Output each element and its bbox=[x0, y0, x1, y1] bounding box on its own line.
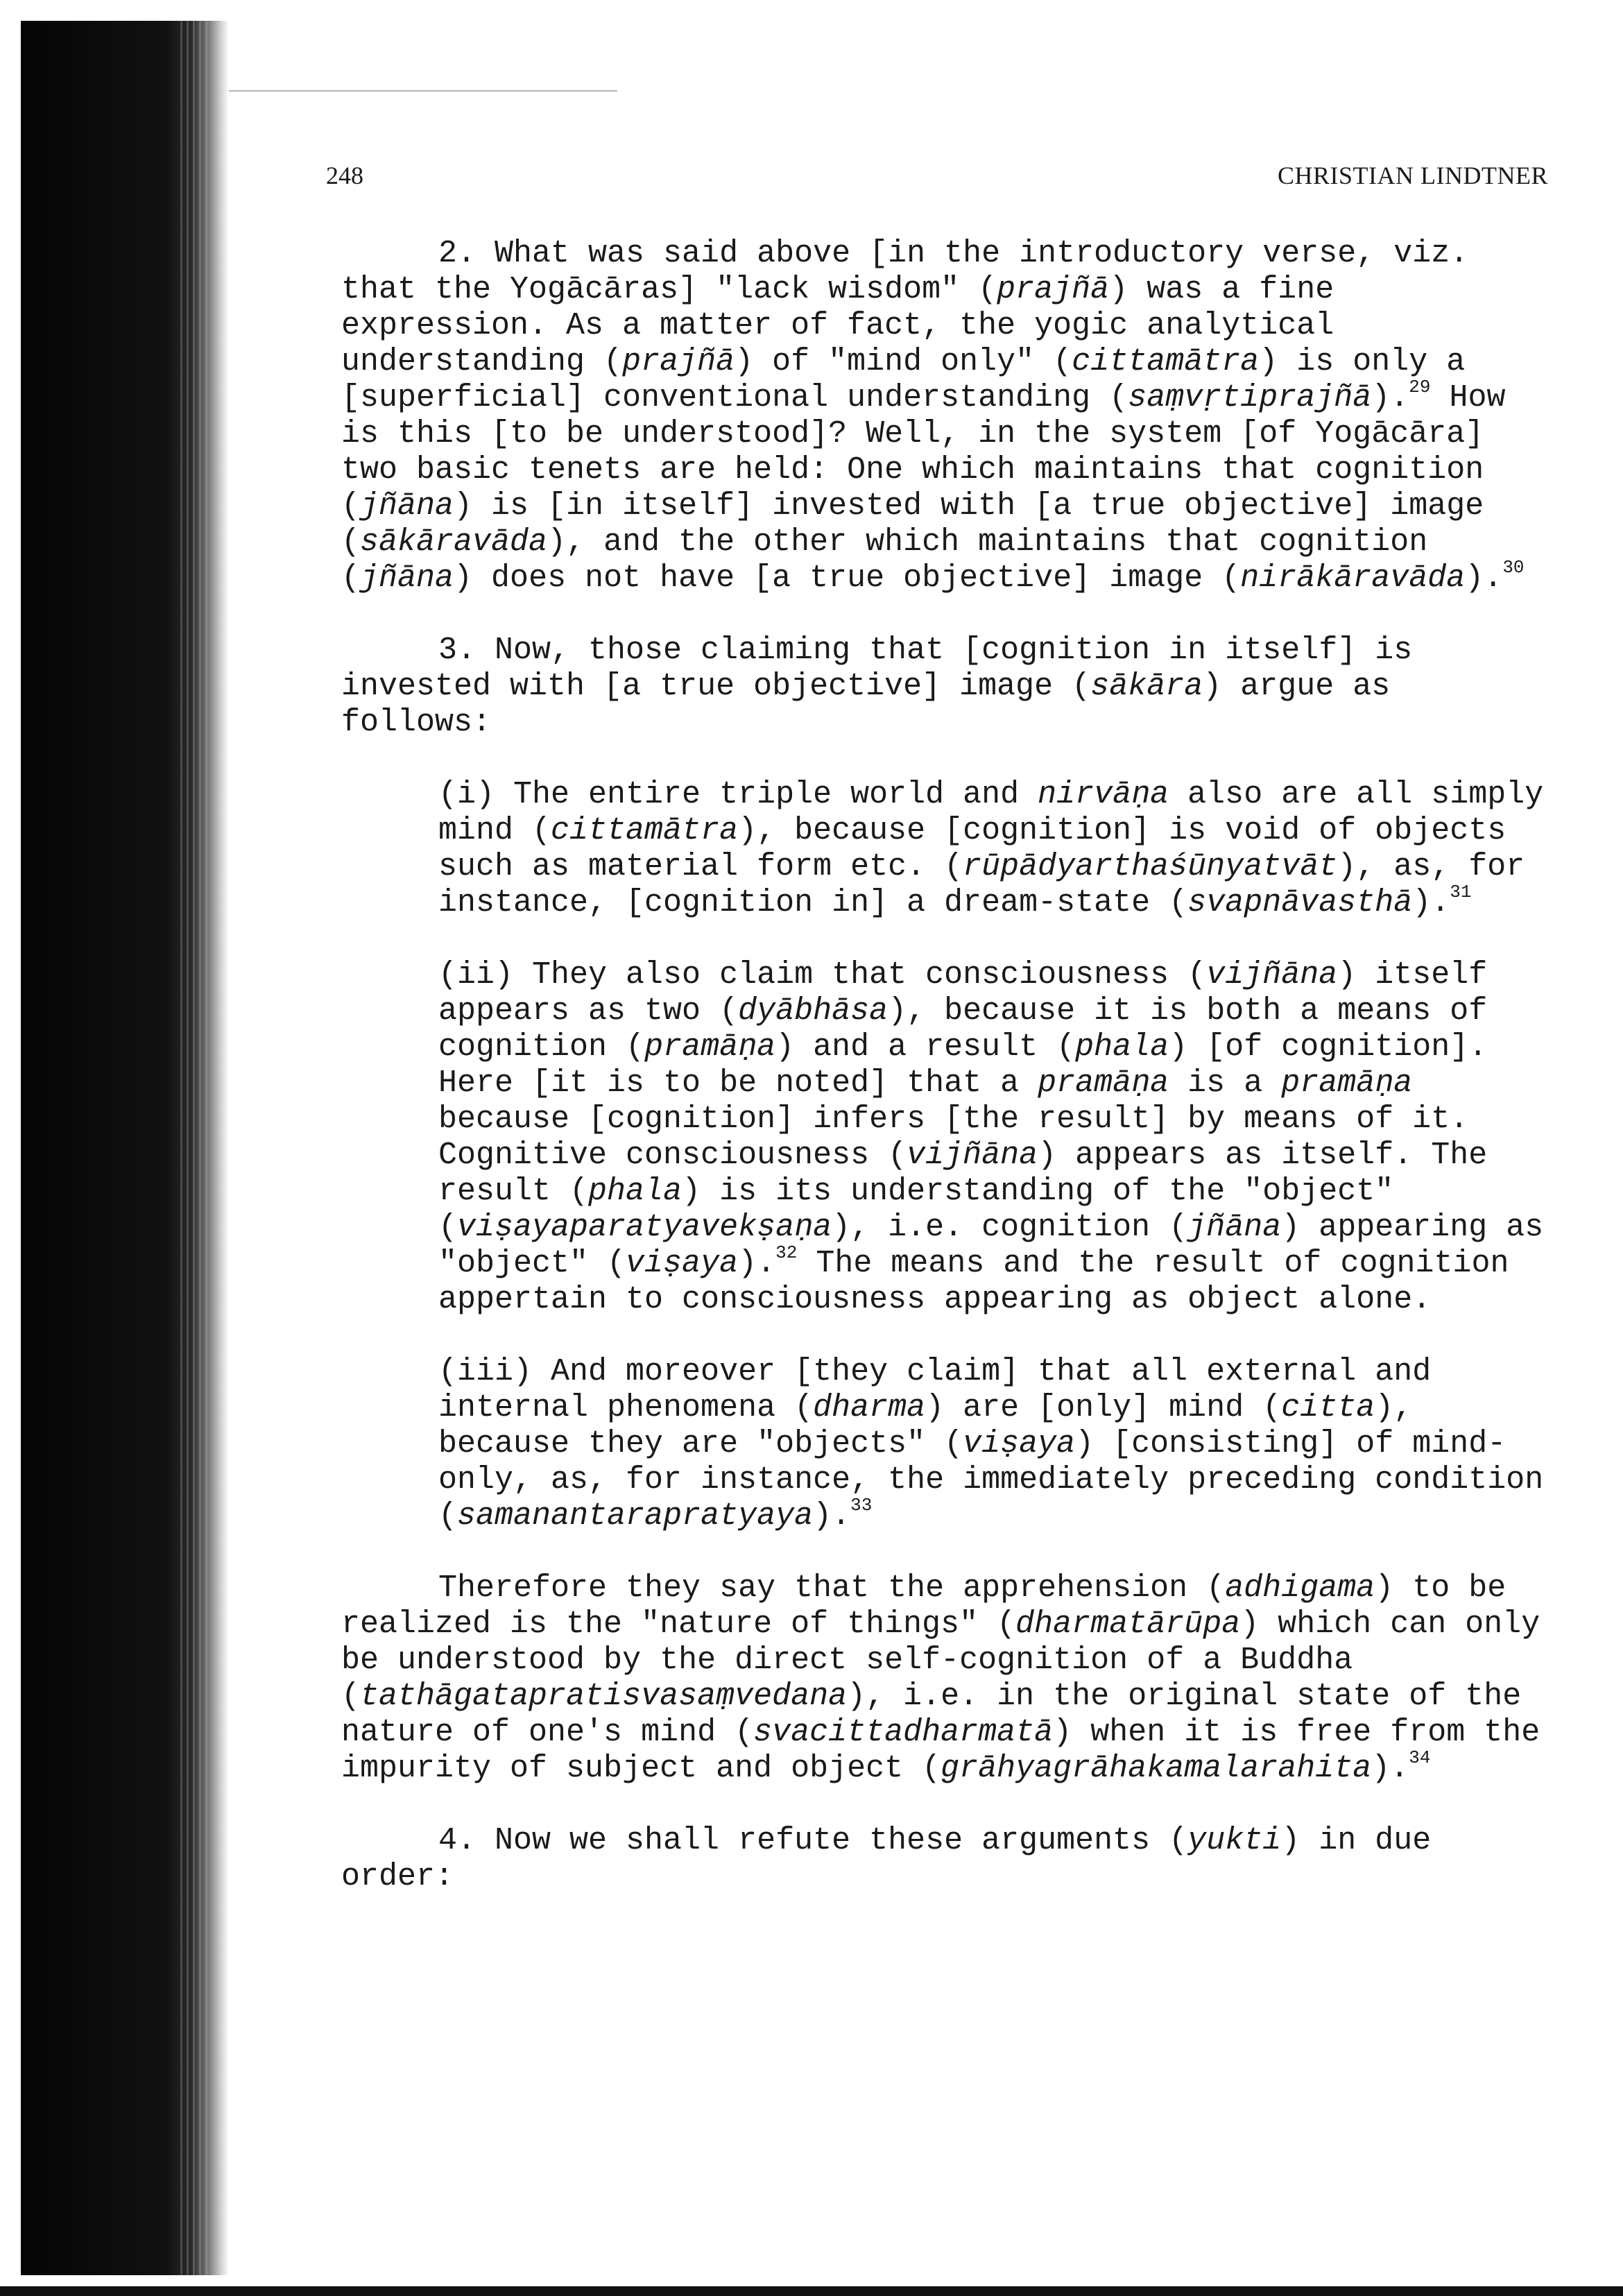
text-run: ), as, for instance, [cognition in] a dream-state ( bbox=[438, 849, 1525, 920]
text-run: Therefore they say that the apprehension ( bbox=[438, 1570, 1226, 1606]
italic-term: jñāna bbox=[360, 560, 454, 596]
paragraph-2 bbox=[341, 236, 1548, 597]
text-run: (iii) And moreover [they claim] that all external and internal phenomena ( bbox=[438, 1354, 1432, 1425]
text-run: ) are [only] mind ( bbox=[925, 1390, 1282, 1425]
text-run: ). bbox=[813, 1498, 851, 1534]
italic-term: pramāṇa bbox=[1281, 1065, 1413, 1101]
text-run: (i) The entire triple world and bbox=[438, 777, 1038, 812]
text-run: ). bbox=[1371, 1751, 1409, 1786]
italic-term: vijñāna bbox=[907, 1138, 1038, 1173]
italic-term: pramāṇa bbox=[1038, 1065, 1169, 1101]
page-number: 248 bbox=[326, 162, 363, 189]
text-run: ) and a result ( bbox=[775, 1029, 1076, 1065]
text-run: (ii) They also claim that consciousness ( bbox=[438, 957, 1207, 993]
text-run: ) which can only be understood by the direct self-cognition of a Buddha ( bbox=[341, 1607, 1540, 1714]
italic-term: pramāṇa bbox=[644, 1029, 776, 1065]
italic-term: viṣaya bbox=[626, 1246, 739, 1281]
text-run: ), i.e. cognition ( bbox=[832, 1210, 1188, 1245]
text-run: 2. What was said above [in the introductory verse, viz. that the Yogācāras] "lack wisdom" ( bbox=[341, 236, 1469, 307]
text-run: ), because [cognition] is void of objects such as material form etc. ( bbox=[438, 813, 1506, 884]
footnote-marker: 34 bbox=[1409, 1747, 1431, 1768]
body-text bbox=[341, 236, 1548, 1895]
text-run: ), because it is both a means of cognition ( bbox=[438, 993, 1488, 1065]
italic-term: vijñāna bbox=[1206, 957, 1338, 993]
italic-term: adhigama bbox=[1225, 1570, 1375, 1606]
italic-term: dyābhāsa bbox=[738, 993, 888, 1029]
italic-term: nirvāṇa bbox=[1038, 777, 1169, 812]
italic-term: samanantarapratyaya bbox=[457, 1498, 814, 1534]
text-run: ) is [in itself] invested with [a true objective] image ( bbox=[341, 488, 1484, 560]
text-run: ), and the other which maintains that cognition ( bbox=[341, 524, 1428, 596]
text-run: ). bbox=[1412, 885, 1450, 920]
text-run: ), i.e. in the original state of the nature of one's mind ( bbox=[341, 1679, 1522, 1750]
text-run: 3. Now, those claiming that [cognition in itself] is invested with [a true objective] image ( bbox=[341, 633, 1413, 704]
text-run: ) to be realized is the "nature of things" ( bbox=[341, 1570, 1506, 1642]
text-run: The means and the result of cognition appertain to consciousness appearing as object alone. bbox=[438, 1246, 1509, 1317]
text-run: ). bbox=[738, 1246, 776, 1281]
paragraph-3 bbox=[341, 633, 1548, 741]
text-run: ). bbox=[1371, 380, 1409, 415]
text-run: ) argue as follows: bbox=[341, 669, 1391, 740]
italic-term: prajñā bbox=[622, 344, 735, 379]
scan-artifact-line bbox=[229, 90, 617, 92]
text-run: ) does not have [a true objective] image ( bbox=[454, 560, 1241, 596]
italic-term: svapnāvasthā bbox=[1187, 885, 1413, 920]
italic-term: phala bbox=[1075, 1029, 1169, 1065]
text-run: 4. Now we shall refute these arguments ( bbox=[438, 1823, 1188, 1858]
paragraph-conclusion bbox=[341, 1570, 1548, 1787]
footnote-marker: 32 bbox=[775, 1242, 798, 1263]
book-binding-shadow bbox=[21, 21, 229, 2275]
text-run: ) is its understanding of the "object" ( bbox=[438, 1174, 1394, 1245]
italic-term: sākāra bbox=[1090, 669, 1203, 704]
italic-term: phala bbox=[588, 1174, 682, 1209]
paragraph-4 bbox=[341, 1823, 1548, 1895]
italic-term: rūpādyarthaśūnyatvāt bbox=[963, 849, 1338, 884]
text-run: ) of "mind only" ( bbox=[735, 344, 1072, 379]
footnote-marker: 29 bbox=[1409, 377, 1431, 397]
italic-term: tathāgatapratisvasaṃvedana bbox=[360, 1679, 848, 1714]
text-run: ) [of cognition]. Here [it is to be noted] that a bbox=[438, 1029, 1488, 1101]
argument-iii bbox=[438, 1354, 1548, 1534]
running-head: CHRISTIAN LINDTNER bbox=[1278, 162, 1548, 189]
italic-term: citta bbox=[1281, 1390, 1375, 1425]
italic-term: sākāravāda bbox=[360, 524, 548, 560]
italic-term: cittamātra bbox=[1072, 344, 1260, 379]
italic-term: svacittadharmatā bbox=[753, 1715, 1054, 1750]
argument-ii bbox=[438, 957, 1548, 1318]
italic-term: dharmatārūpa bbox=[1015, 1607, 1241, 1642]
footnote-marker: 31 bbox=[1450, 882, 1472, 902]
page-header bbox=[326, 161, 1548, 203]
italic-term: viṣayaparatyavekṣaṇa bbox=[457, 1210, 832, 1245]
text-run: ) is only a [superficial] conventional understanding ( bbox=[341, 344, 1466, 415]
italic-term: cittamātra bbox=[551, 813, 739, 848]
text-run: ) in due order: bbox=[341, 1823, 1432, 1894]
text-run: ). bbox=[1465, 560, 1503, 596]
footnote-marker: 33 bbox=[850, 1495, 873, 1516]
italic-term: nirākāravāda bbox=[1240, 560, 1466, 596]
text-run: because [cognition] infers [the result] by means of it. Cognitive consciousness ( bbox=[438, 1102, 1469, 1173]
italic-term: jñāna bbox=[360, 488, 454, 524]
italic-term: grāhyagrāhakamalarahita bbox=[941, 1751, 1372, 1786]
text-run: ) itself appears as two ( bbox=[438, 957, 1488, 1029]
footnote-marker: 30 bbox=[1502, 557, 1525, 578]
italic-term: viṣaya bbox=[963, 1426, 1076, 1462]
text-run: is a bbox=[1169, 1065, 1282, 1101]
italic-term: saṃvṛtiprajñā bbox=[1128, 380, 1372, 415]
text-run: also are all simply mind ( bbox=[438, 777, 1544, 848]
italic-term: jñāna bbox=[1187, 1210, 1282, 1245]
text-run: ) appears as itself. The result ( bbox=[438, 1138, 1488, 1209]
text-run: How is this [to be understood]? Well, in the system [of Yogācāra] two basic tenets are held: One which maintains that cognition ( bbox=[341, 380, 1506, 524]
text-run: ) was a fine expression. As a matter of fact, the yogic analytical understanding ( bbox=[341, 272, 1334, 379]
text-run: ), because they are "objects" ( bbox=[438, 1390, 1413, 1462]
scan-bottom-edge bbox=[0, 2286, 1623, 2296]
italic-term: dharma bbox=[813, 1390, 926, 1425]
text-run: ) appearing as "object" ( bbox=[438, 1210, 1544, 1281]
argument-i bbox=[438, 777, 1548, 921]
text-run: ) [consisting] of mind-only, as, for instance, the immediately preceding condition ( bbox=[438, 1426, 1544, 1534]
italic-term: prajñā bbox=[997, 272, 1110, 307]
text-run: ) when it is free from the impurity of subject and object ( bbox=[341, 1715, 1540, 1786]
italic-term: yukti bbox=[1187, 1823, 1282, 1858]
